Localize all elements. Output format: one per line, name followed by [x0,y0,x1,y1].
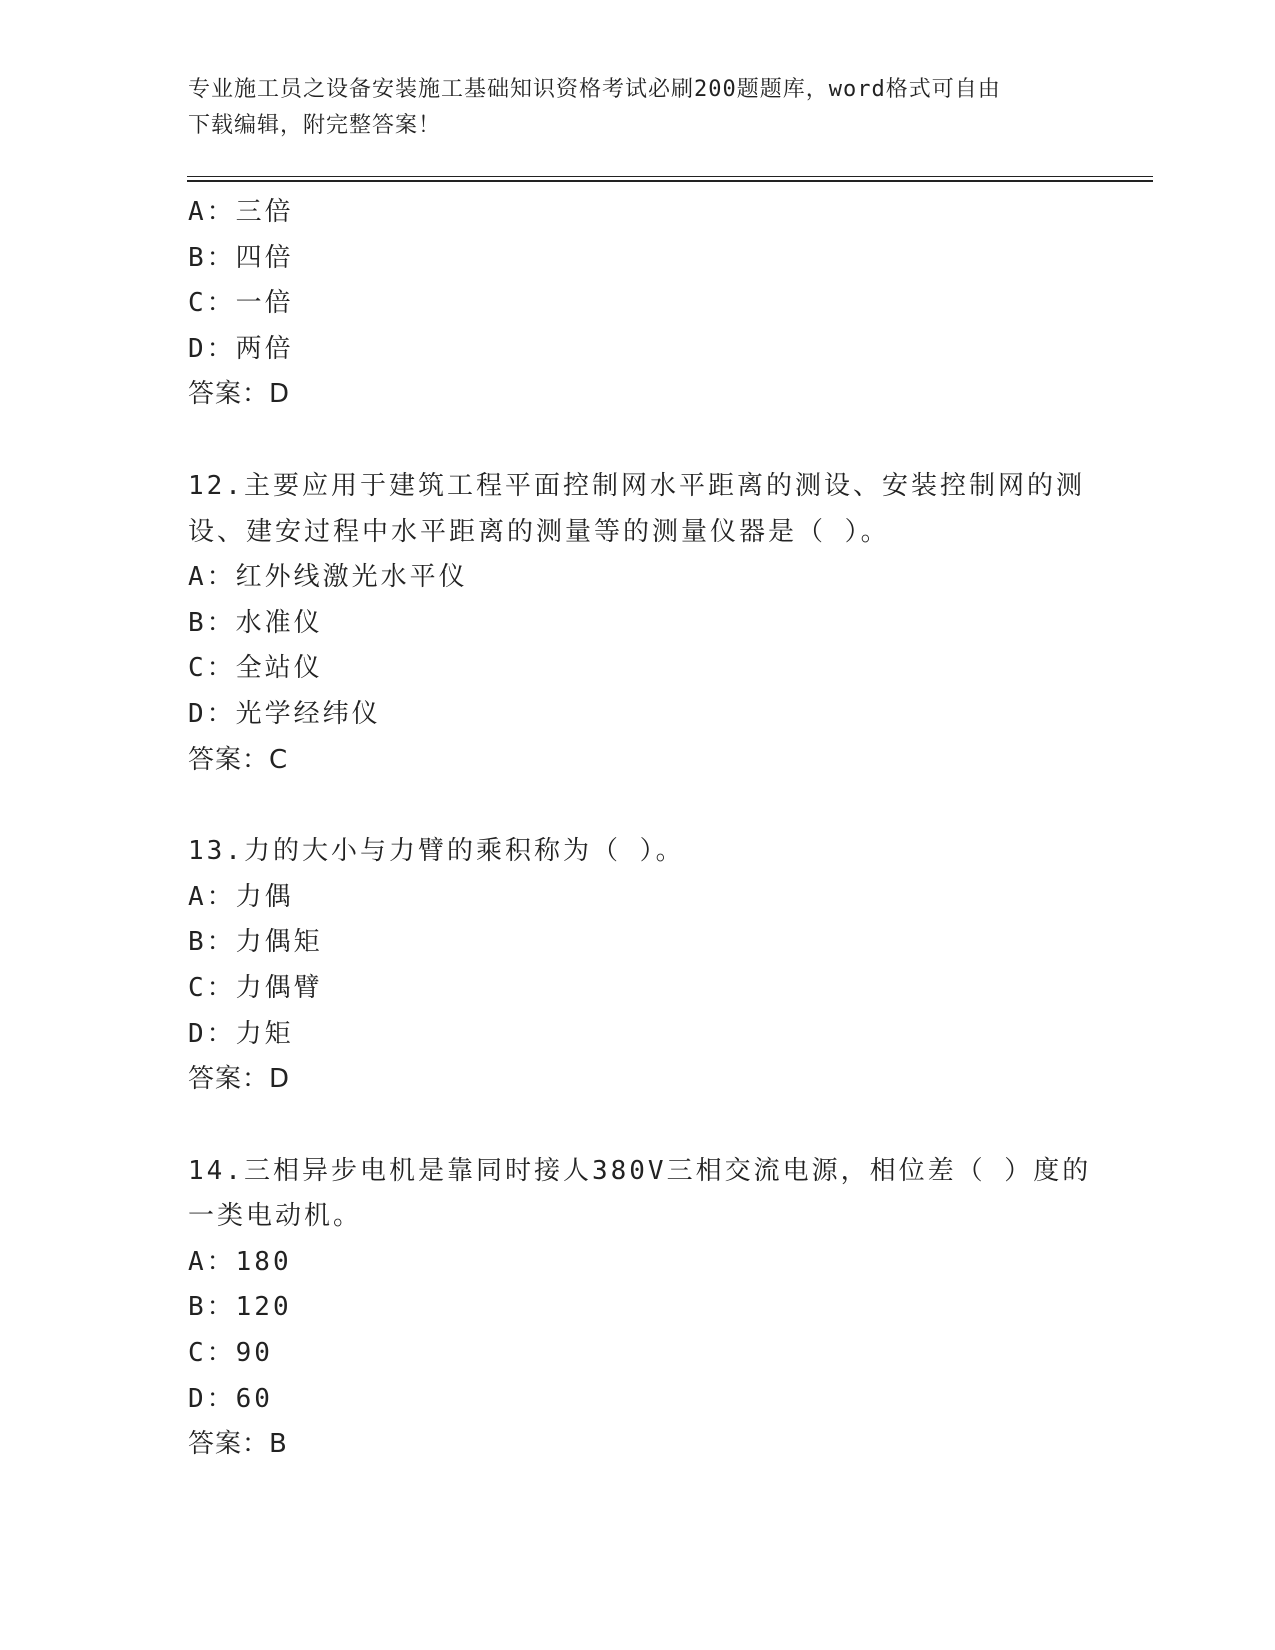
option-b: B：水准仪 [188,607,323,638]
option-a: A：180 [188,1246,292,1277]
title-line-1: 专业施工员之设备安装施工基础知识资格考试必刷200题题库，word格式可自由 [188,77,1001,102]
question-list [188,190,1092,1468]
question-12 [188,464,1088,783]
header-divider-top [187,176,1153,177]
option-c: C：全站仪 [188,653,323,684]
option-d: D：光学经纬仪 [188,698,381,729]
question-13 [188,829,1088,1103]
spacer [188,418,1088,464]
option-a: A：力偶 [188,881,294,912]
question-stem-line-1: 12.主要应用于建筑工程平面控制网水平距离的测设、安装控制网的测 [188,470,1085,501]
answer-label: 答案：D [188,1064,291,1095]
option-d: D：力矩 [188,1018,294,1049]
option-b: B：力偶矩 [188,927,323,958]
option-c: C：一倍 [188,288,294,319]
question-stem-line-2: 一类电动机。 [188,1201,363,1232]
option-b: B：120 [188,1292,292,1323]
answer-label: 答案：D [188,379,291,410]
option-b: B：四倍 [188,242,294,273]
question-stem-line-1: 13.力的大小与力臂的乘积称为（ ）。 [188,836,685,867]
spacer [188,1103,1088,1149]
document-title [188,72,1068,144]
option-a: A：红外线激光水平仪 [188,562,468,593]
question-14 [188,1149,1092,1468]
answer-label: 答案：B [188,1429,288,1460]
question-stem-line-2: 设、建安过程中水平距离的测量等的测量仪器是（ ）。 [188,516,890,547]
question-11 [188,190,1088,418]
option-a: A：三倍 [188,197,294,227]
spacer [188,783,1088,829]
title-line-2: 下载编辑，附完整答案！ [188,113,442,138]
option-d: D：两倍 [188,333,294,364]
option-c: C：90 [188,1338,273,1369]
option-d: D：60 [188,1383,273,1414]
question-stem-line-1: 14.三相异步电机是靠同时接人380V三相交流电源，相位差（ ）度的 [188,1155,1092,1186]
option-c: C：力偶臂 [188,972,323,1003]
header-divider-bottom [187,180,1153,182]
answer-label: 答案：C [188,744,289,775]
